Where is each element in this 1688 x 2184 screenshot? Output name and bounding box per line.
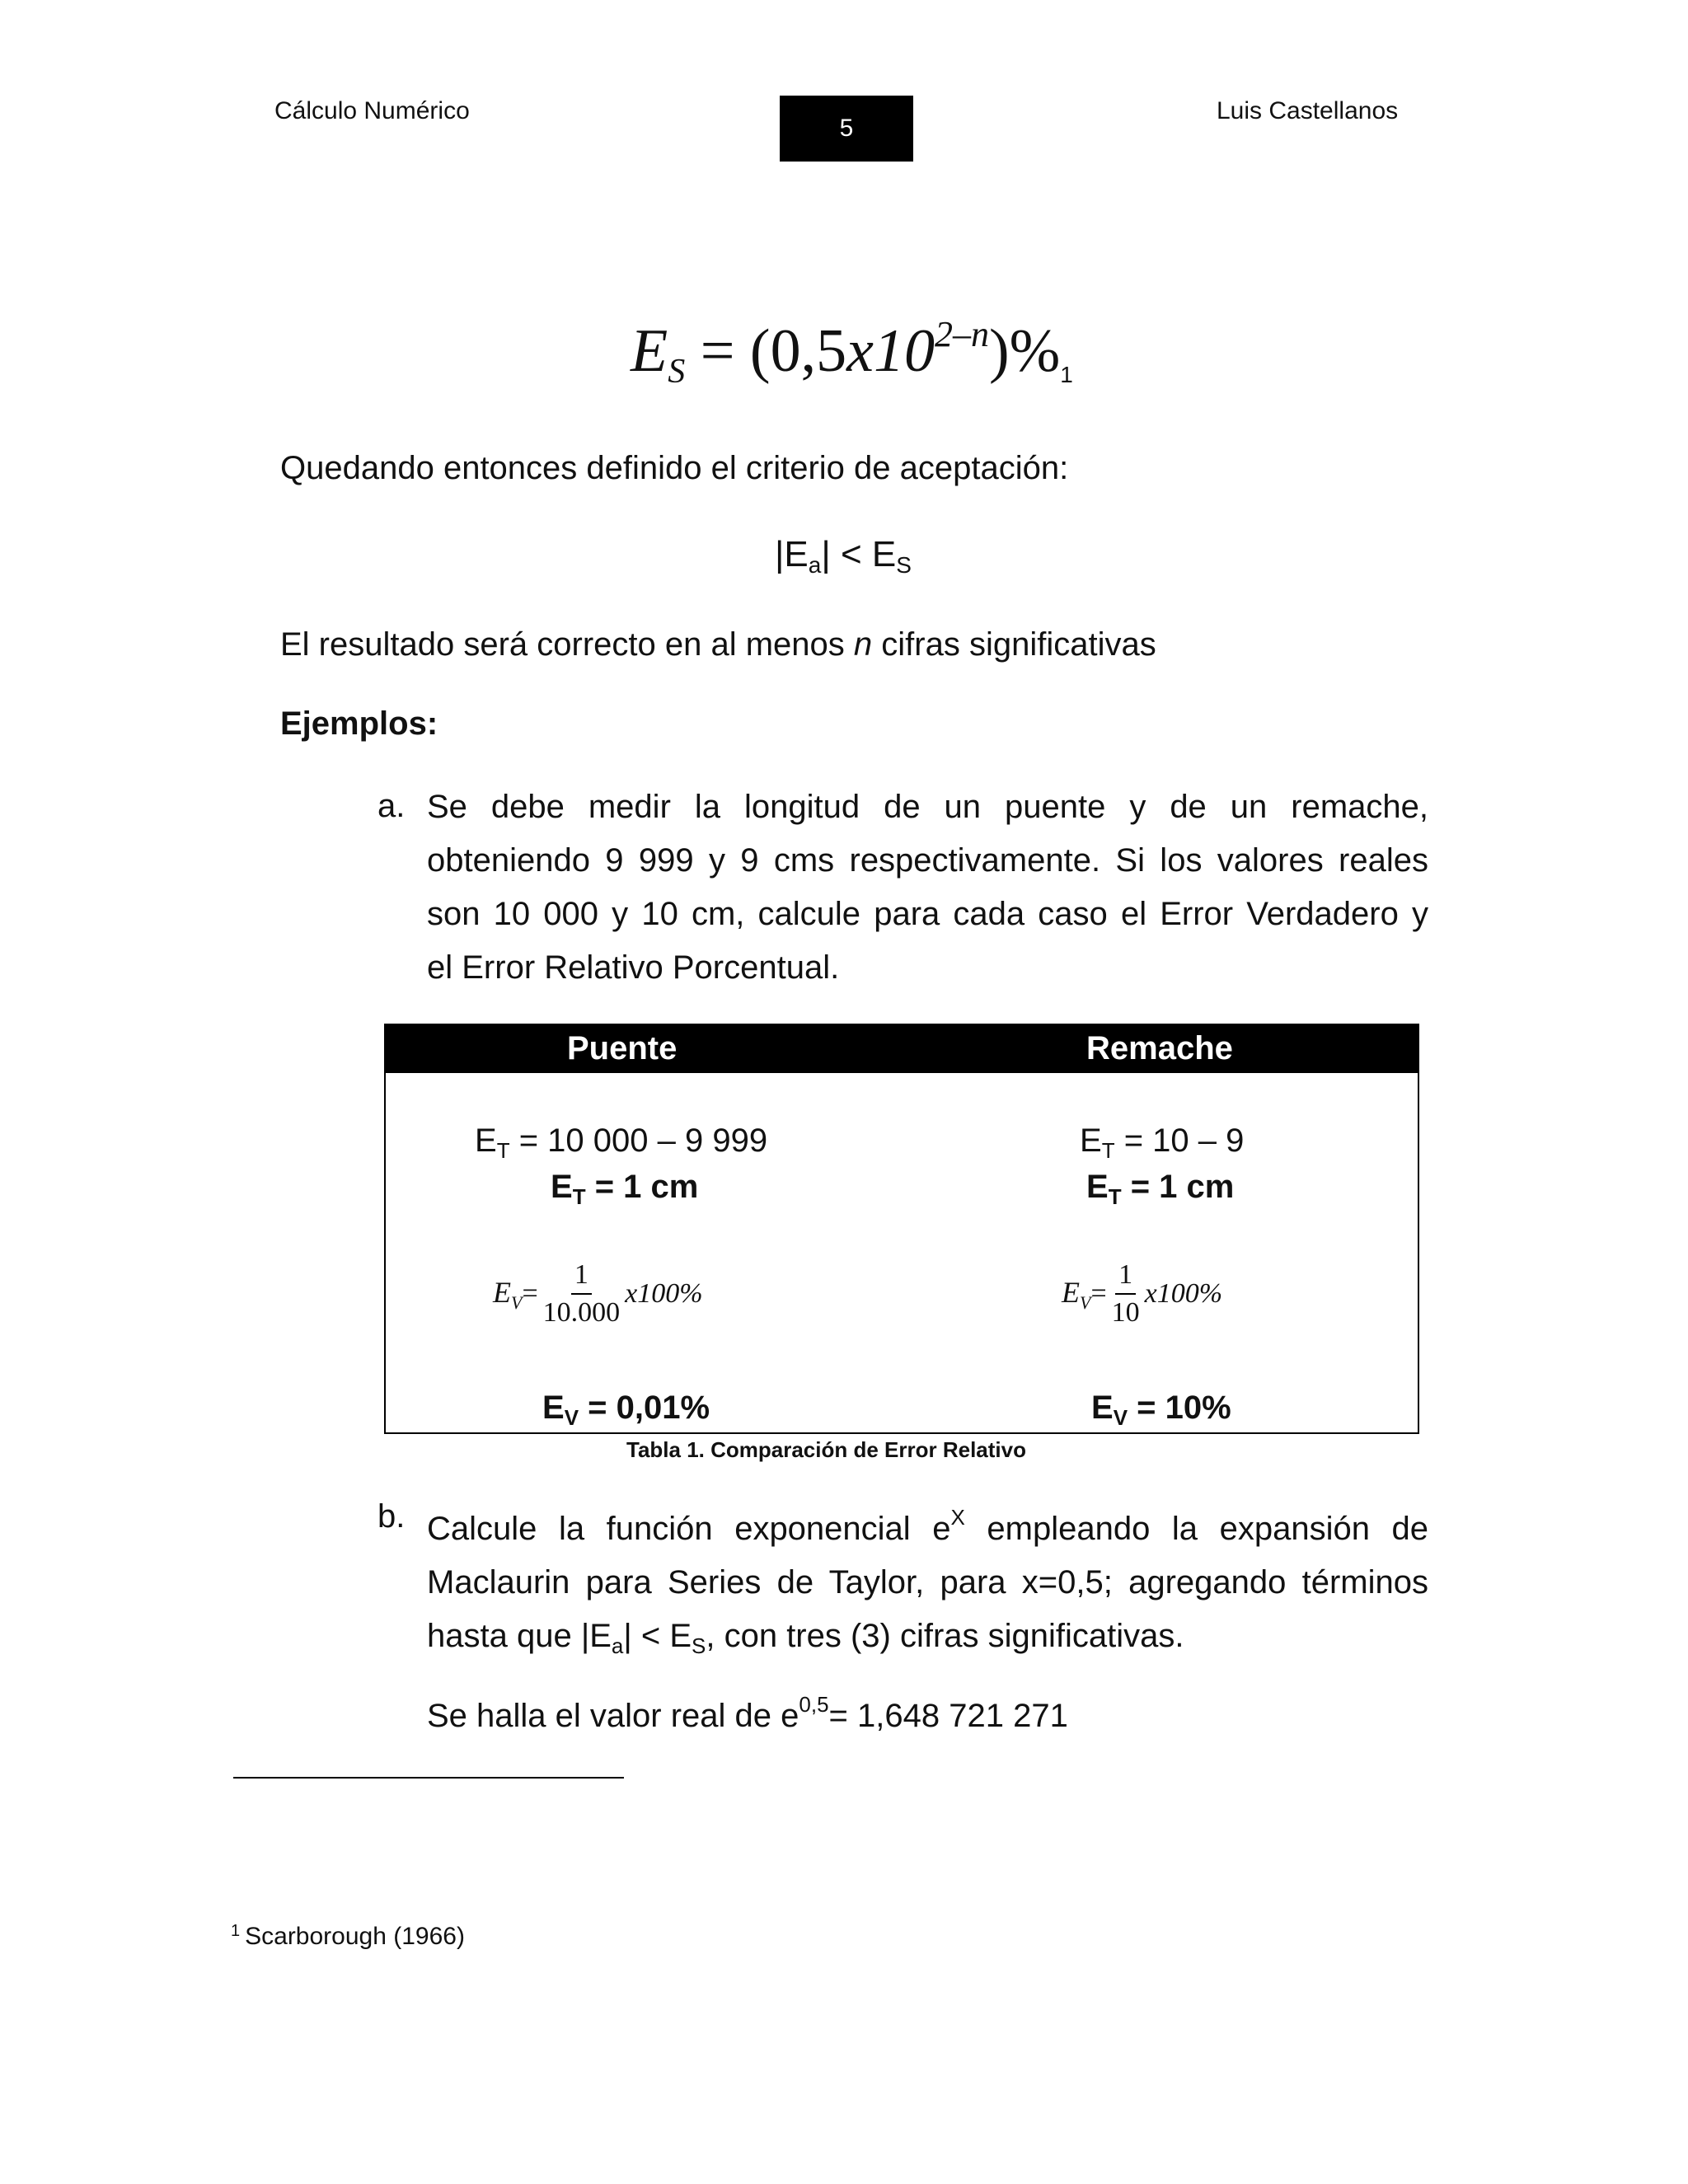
table-caption: Tabla 1. Comparación de Error Relativo	[626, 1437, 1026, 1462]
remache-ev-fraction: $E_V$ = $\frac{1}{10}$ x100%	[1062, 1259, 1223, 1328]
header-right: Luis Castellanos	[1217, 97, 1399, 124]
puente-ev-fraction: $E_V$ = $\frac{1}{10.000}$ x100%	[493, 1259, 703, 1328]
item-b-text: Calcule la función exponencial $e^X$ empleando la expansión de Maclaurin para Series de Taylor, para x=0,5; agregando términos hasta que $|E_a| < E_S$, con tres (3) cifras significativas.	[427, 1505, 1428, 1658]
footnote: $^1$ Scarborough (1966)	[231, 1922, 465, 1950]
page-number: 5	[780, 96, 913, 162]
puente-ev-result: $E_V = 0,01\%$	[542, 1390, 710, 1430]
remache-et-calc: $E_T = 10 - 9$	[1080, 1122, 1245, 1163]
item-b-marker: b.	[377, 1498, 406, 1535]
remache-et-result: $E_T = 1$ cm	[1086, 1169, 1235, 1209]
table-header	[386, 1025, 1418, 1073]
puente-et-calc: $E_T = 10$ 000 – 9 999	[475, 1122, 768, 1163]
header-left: Cálculo Numérico	[274, 97, 470, 124]
comparison-table	[384, 1024, 1419, 1434]
examples-heading: Ejemplos:	[280, 705, 438, 742]
header-puente: Puente	[567, 1030, 678, 1066]
item-a-marker: a.	[377, 788, 406, 824]
paragraph-criterion-intro: Quedando entonces definido el criterio de aceptación:	[280, 450, 1069, 486]
footnote-separator	[233, 1777, 624, 1779]
puente-et-result: $E_T = 1$ cm	[551, 1169, 699, 1209]
footnote-ref: 1	[1060, 362, 1073, 387]
paragraph-significant-figures: El resultado será correcto en al menos n cifras significativas	[280, 626, 1156, 663]
item-a-text: Se debe medir la longitud de un puente y de un remache, obteniendo 9 999 y 9 cms respectivamente. Si los valores reales son 10 000 y 10 cm, calcule para cada caso el Error Verdadero y el Error Relativo Porcentual.	[427, 789, 1428, 986]
main-formula: $E_S = (0,5x10^{2-n})\%1$	[631, 314, 1073, 391]
real-value-line: Se halla el valor real de $e^{0,5}= 1,648$ 721 271	[427, 1692, 1068, 1734]
remache-ev-result: $E_V = 10\%$	[1091, 1390, 1231, 1430]
acceptance-criterion: $|E_a| < E_S$	[775, 534, 912, 578]
header-remache: Remache	[1086, 1030, 1233, 1066]
